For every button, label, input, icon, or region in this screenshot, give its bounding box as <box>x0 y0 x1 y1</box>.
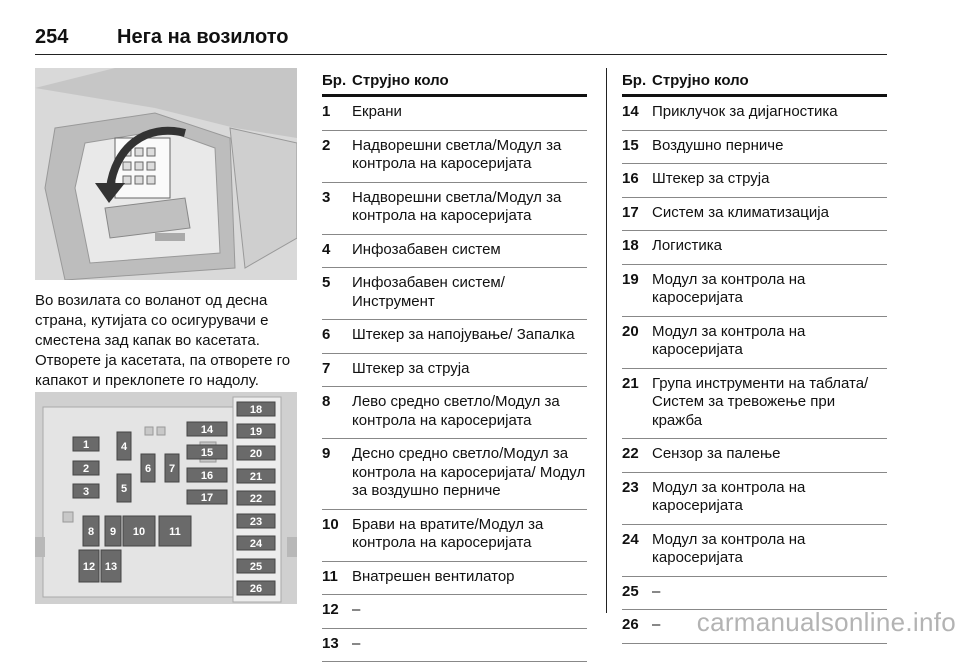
fuse-label: 22 <box>250 493 262 505</box>
fuse-number: 19 <box>622 271 639 290</box>
fuse-label: 24 <box>250 538 263 550</box>
table-row <box>622 97 887 131</box>
table-row <box>322 354 587 388</box>
fuse-number: 6 <box>322 326 330 345</box>
fuse-number: 7 <box>322 360 330 379</box>
fuse-number: 18 <box>622 237 639 256</box>
table-row <box>622 131 887 165</box>
table-row <box>322 439 587 510</box>
table-row <box>622 265 887 317</box>
fuse-number: 5 <box>322 274 330 293</box>
fuse-circuit: Сензор за палење <box>652 439 887 472</box>
fuse-circuit: Штекер за струја <box>652 164 887 197</box>
table-row <box>622 439 887 473</box>
fuse-label: 18 <box>250 404 262 416</box>
table-row <box>622 317 887 369</box>
watermark-text: carmanualsonline.info <box>697 607 956 638</box>
fuse-label: 3 <box>83 486 89 498</box>
fuse-box-drawing <box>35 392 297 604</box>
table-row <box>322 268 587 320</box>
fuse-circuit: Група инструменти на таблата/Систем за тревожење при кражба <box>652 369 887 439</box>
fuse-label: 8 <box>88 526 94 538</box>
fuse-label: 14 <box>201 424 214 436</box>
fuse-circuit: Надворешни светла/Модул за контрола на каросеријата <box>352 183 587 234</box>
fuse-box-diagram <box>35 392 297 604</box>
header-no: Бр. <box>322 72 346 89</box>
fuse-circuit: Штекер за струја <box>352 354 587 387</box>
page-title: Нега на возилото <box>117 26 288 49</box>
fuse-circuit: Инфозабавен систем/ Инструмент <box>352 268 587 319</box>
table-header <box>622 72 887 97</box>
table-row <box>622 577 887 611</box>
fuse-label: 16 <box>201 470 213 482</box>
fuse-circuit: Логистика <box>652 231 887 264</box>
fuse-table-right <box>622 72 887 644</box>
fuse-number: 23 <box>622 479 639 498</box>
fuse-circuit: – <box>652 577 887 610</box>
table-row <box>322 320 587 354</box>
fuse-label: 6 <box>145 463 151 475</box>
table-row <box>322 131 587 183</box>
table-row <box>322 183 587 235</box>
fuse-number: 26 <box>622 616 639 635</box>
fuse-label: 19 <box>250 426 262 438</box>
fuse-label: 21 <box>250 471 262 483</box>
fuse-circuit: Внатрешен вентилатор <box>352 562 587 595</box>
table-row <box>322 510 587 562</box>
fuse-number: 10 <box>322 516 339 535</box>
column-divider <box>606 68 607 613</box>
fuse-number: 11 <box>322 568 338 587</box>
table-row <box>322 595 587 629</box>
table-row <box>622 198 887 232</box>
fuse-circuit: Штекер за напојување/ Запалка <box>352 320 587 353</box>
fuse-circuit: Модул за контрола на каросеријата <box>652 525 887 576</box>
table-row <box>622 231 887 265</box>
fuse-number: 20 <box>622 323 639 342</box>
fuse-number: 17 <box>622 204 639 223</box>
page-header <box>35 22 887 55</box>
fuse-label: 23 <box>250 516 262 528</box>
caption-text: Во возилата со воланот од десна страна, кутијата со осигурувачи е сместена зад капак во касетата. Отворете ја касетата, па отворете го капакот и преклопете го надолу. <box>35 291 303 391</box>
table-row <box>322 562 587 596</box>
fuse-circuit: Десно средно светло/Модул за контрола на каросеријата/ Модул за воздушно перниче <box>352 439 587 509</box>
glovebox-drawing <box>35 68 297 280</box>
fuse-label: 25 <box>250 561 262 573</box>
header-no: Бр. <box>622 72 646 89</box>
fuse-number: 15 <box>622 137 639 156</box>
fuse-label: 15 <box>201 447 213 459</box>
fuse-number: 4 <box>322 241 330 260</box>
fuse-number: 24 <box>622 531 639 550</box>
fuse-number: 2 <box>322 137 330 156</box>
table-header <box>322 72 587 97</box>
fuse-table-left <box>322 72 587 662</box>
fuse-label: 10 <box>133 526 145 538</box>
fuse-label: 26 <box>250 583 262 595</box>
fuse-label: 4 <box>121 441 128 453</box>
fuse-number: 9 <box>322 445 330 464</box>
table-row <box>622 525 887 577</box>
page-number: 254 <box>35 26 68 49</box>
fuse-circuit: Систем за климатизација <box>652 198 887 231</box>
fuse-circuit: Лево средно светло/Модул за контрола на каросеријата <box>352 387 587 438</box>
header-circuit: Струјно коло <box>352 72 449 89</box>
fuse-number: 14 <box>622 103 639 122</box>
fuse-circuit: Воздушно перниче <box>652 131 887 164</box>
fuse-circuit: Надворешни светла/Модул за контрола на каросеријата <box>352 131 587 182</box>
glovebox-illustration <box>35 68 297 280</box>
table-row <box>322 629 587 662</box>
fuse-label: 2 <box>83 463 89 475</box>
fuse-number: 1 <box>322 103 330 122</box>
fuse-label: 7 <box>169 463 175 475</box>
fuse-label: 17 <box>201 492 213 504</box>
fuse-circuit: Приклучок за дијагностика <box>652 97 887 130</box>
fuse-label: 1 <box>83 439 89 451</box>
table-row <box>322 387 587 439</box>
fuse-circuit: Модул за контрола на каросеријата <box>652 317 887 368</box>
fuse-label: 9 <box>110 526 116 538</box>
fuse-number: 12 <box>322 601 339 620</box>
table-row <box>622 164 887 198</box>
table-row <box>322 235 587 269</box>
fuse-circuit: Инфозабавен систем <box>352 235 587 268</box>
table-row <box>622 473 887 525</box>
table-row <box>322 97 587 131</box>
fuse-number: 16 <box>622 170 639 189</box>
fuse-circuit: Модул за контрола на каросеријата <box>652 265 887 316</box>
fuse-label: 11 <box>169 526 181 538</box>
fuse-number: 21 <box>622 375 639 394</box>
fuse-label: 5 <box>121 483 127 495</box>
fuse-circuit: – <box>652 610 887 643</box>
fuse-circuit: – <box>352 595 587 628</box>
fuse-circuit: Брави на вратите/Модул за контрола на каросеријата <box>352 510 587 561</box>
table-row <box>622 369 887 440</box>
header-circuit: Струјно коло <box>652 72 749 89</box>
fuse-label: 12 <box>83 561 95 573</box>
fuse-number: 3 <box>322 189 330 208</box>
fuse-label: 13 <box>105 561 117 573</box>
fuse-number: 13 <box>322 635 339 654</box>
fuse-circuit: – <box>352 629 587 662</box>
fuse-label: 20 <box>250 448 262 460</box>
fuse-circuit: Модул за контрола на каросеријата <box>652 473 887 524</box>
fuse-number: 25 <box>622 583 639 602</box>
fuse-number: 22 <box>622 445 639 464</box>
fuse-number: 8 <box>322 393 330 412</box>
fuse-circuit: Екрани <box>352 97 587 130</box>
